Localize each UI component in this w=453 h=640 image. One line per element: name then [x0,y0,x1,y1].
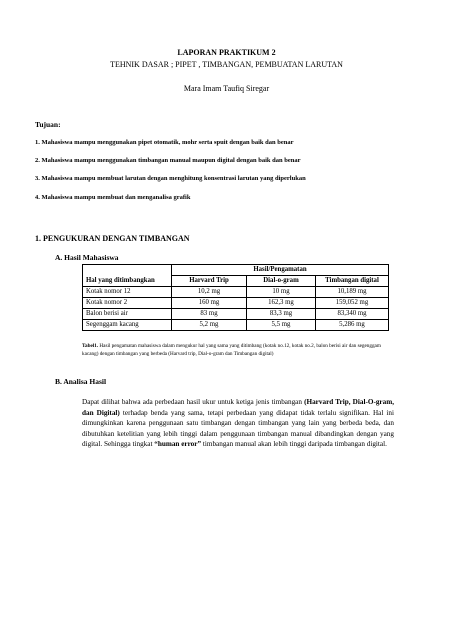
table-row [83,309,389,320]
table-caption [82,343,382,358]
paragraph-text: timbangan manual akan lebih tinggi daripada timbangan digital. [201,440,387,448]
table-caption-text: Hasil pengamatan mahasiswa dalam mengukur hal yang sama yang ditimbang (kotak no.12, kotak no.2, balon berisi air dan segenggam kacang) dengan timbangan yang berbeda (Harvard trip, Dial-o-gram dan Timbangan digital) [82,343,381,357]
table-caption-label: Tabel1. [82,343,99,349]
author-name: Mara Imam Taufiq Siregar [183,84,270,93]
report-title: LAPORAN PRAKTIKUM 2 [177,48,276,57]
goal-item-4: 4. Mahasiswa mampu membuat dan menganalisa grafik [35,194,191,201]
paragraph-text: Dapat dilihat bahwa ada perbedaan hasil ukur untuk ketiga jenis timbangan [82,398,305,406]
goal-item-2: 2. Mahasiswa mampu menggunakan timbangan manual maupun digital dengan baik dan benar [35,157,301,164]
table-cell: Kotak nomor 2 [83,298,172,309]
table-group-header-row [83,265,389,276]
table-cell: 10,189 mg [316,287,389,298]
table-cell: 5,286 mg [316,320,389,331]
table-cell: Balon berisi air [83,309,172,320]
table-cell: 10 mg [247,287,316,298]
table-column-header: Hal yang ditimbangkan [83,276,172,287]
table-header-cell [83,265,172,276]
table-cell: 162,3 mg [247,298,316,309]
analysis-paragraph [82,397,394,450]
table-row [83,298,389,309]
goal-item-3: 3. Mahasiswa mampu membuat larutan dengan menghitung konsentrasi larutan yang diperlukan [35,175,306,182]
table-cell: 10,2 mg [172,287,247,298]
table-group-header: Hasil/Pengamatan [172,265,389,276]
table-column-header: Harvard Trip [172,276,247,287]
table-cell: Segenggam kacang [83,320,172,331]
table-header-row [83,276,389,287]
paragraph-bold-text: “human error” [154,440,202,448]
paragraph-bold-text: (Harvard Trip, Dial-O-gram, dan Digital) [82,398,394,417]
table-column-header: Timbangan digital [316,276,389,287]
goal-item-1: 1. Mahasiswa mampu menggunakan pipet otomatik, mohr serta spuit dengan baik dan benar [35,139,294,146]
section-heading: 1. PENGUKURAN DENGAN TIMBANGAN [35,234,190,243]
table-cell: 83,340 mg [316,309,389,320]
results-table [82,264,389,331]
table-cell: 83 mg [172,309,247,320]
report-subtitle: TEHNIK DASAR ; PIPET , TIMBANGAN, PEMBUATAN LARUTAN [110,60,343,69]
table-cell: 160 mg [172,298,247,309]
table-column-header: Dial-o-gram [247,276,316,287]
table-cell: 5,5 mg [247,320,316,331]
table-cell: 83,3 mg [247,309,316,320]
subsection-a-heading: A. Hasil Mahasiswa [55,253,119,262]
tujuan-heading: Tujuan: [35,120,61,129]
table-row [83,320,389,331]
subsection-b-heading: B. Analisa Hasil [55,377,107,386]
table-row [83,287,389,298]
table-cell: Kotak nomor 12 [83,287,172,298]
table-cell: 5,2 mg [172,320,247,331]
table-cell: 159,052 mg [316,298,389,309]
paragraph-text: terhadap benda yang sama, tetapi perbedaan yang didapat tidak terlalu signifikan. Hal ini dimungkinkan karena penggunaan satu timbangan dengan timbangan yang lain yang berbeda beda, dan dibutuhkan ketelitian yang lebih tinggi dalam penggunaan timbangan manual dibandingkan dengan yang digital. Sehingga tingkat [82,408,394,448]
